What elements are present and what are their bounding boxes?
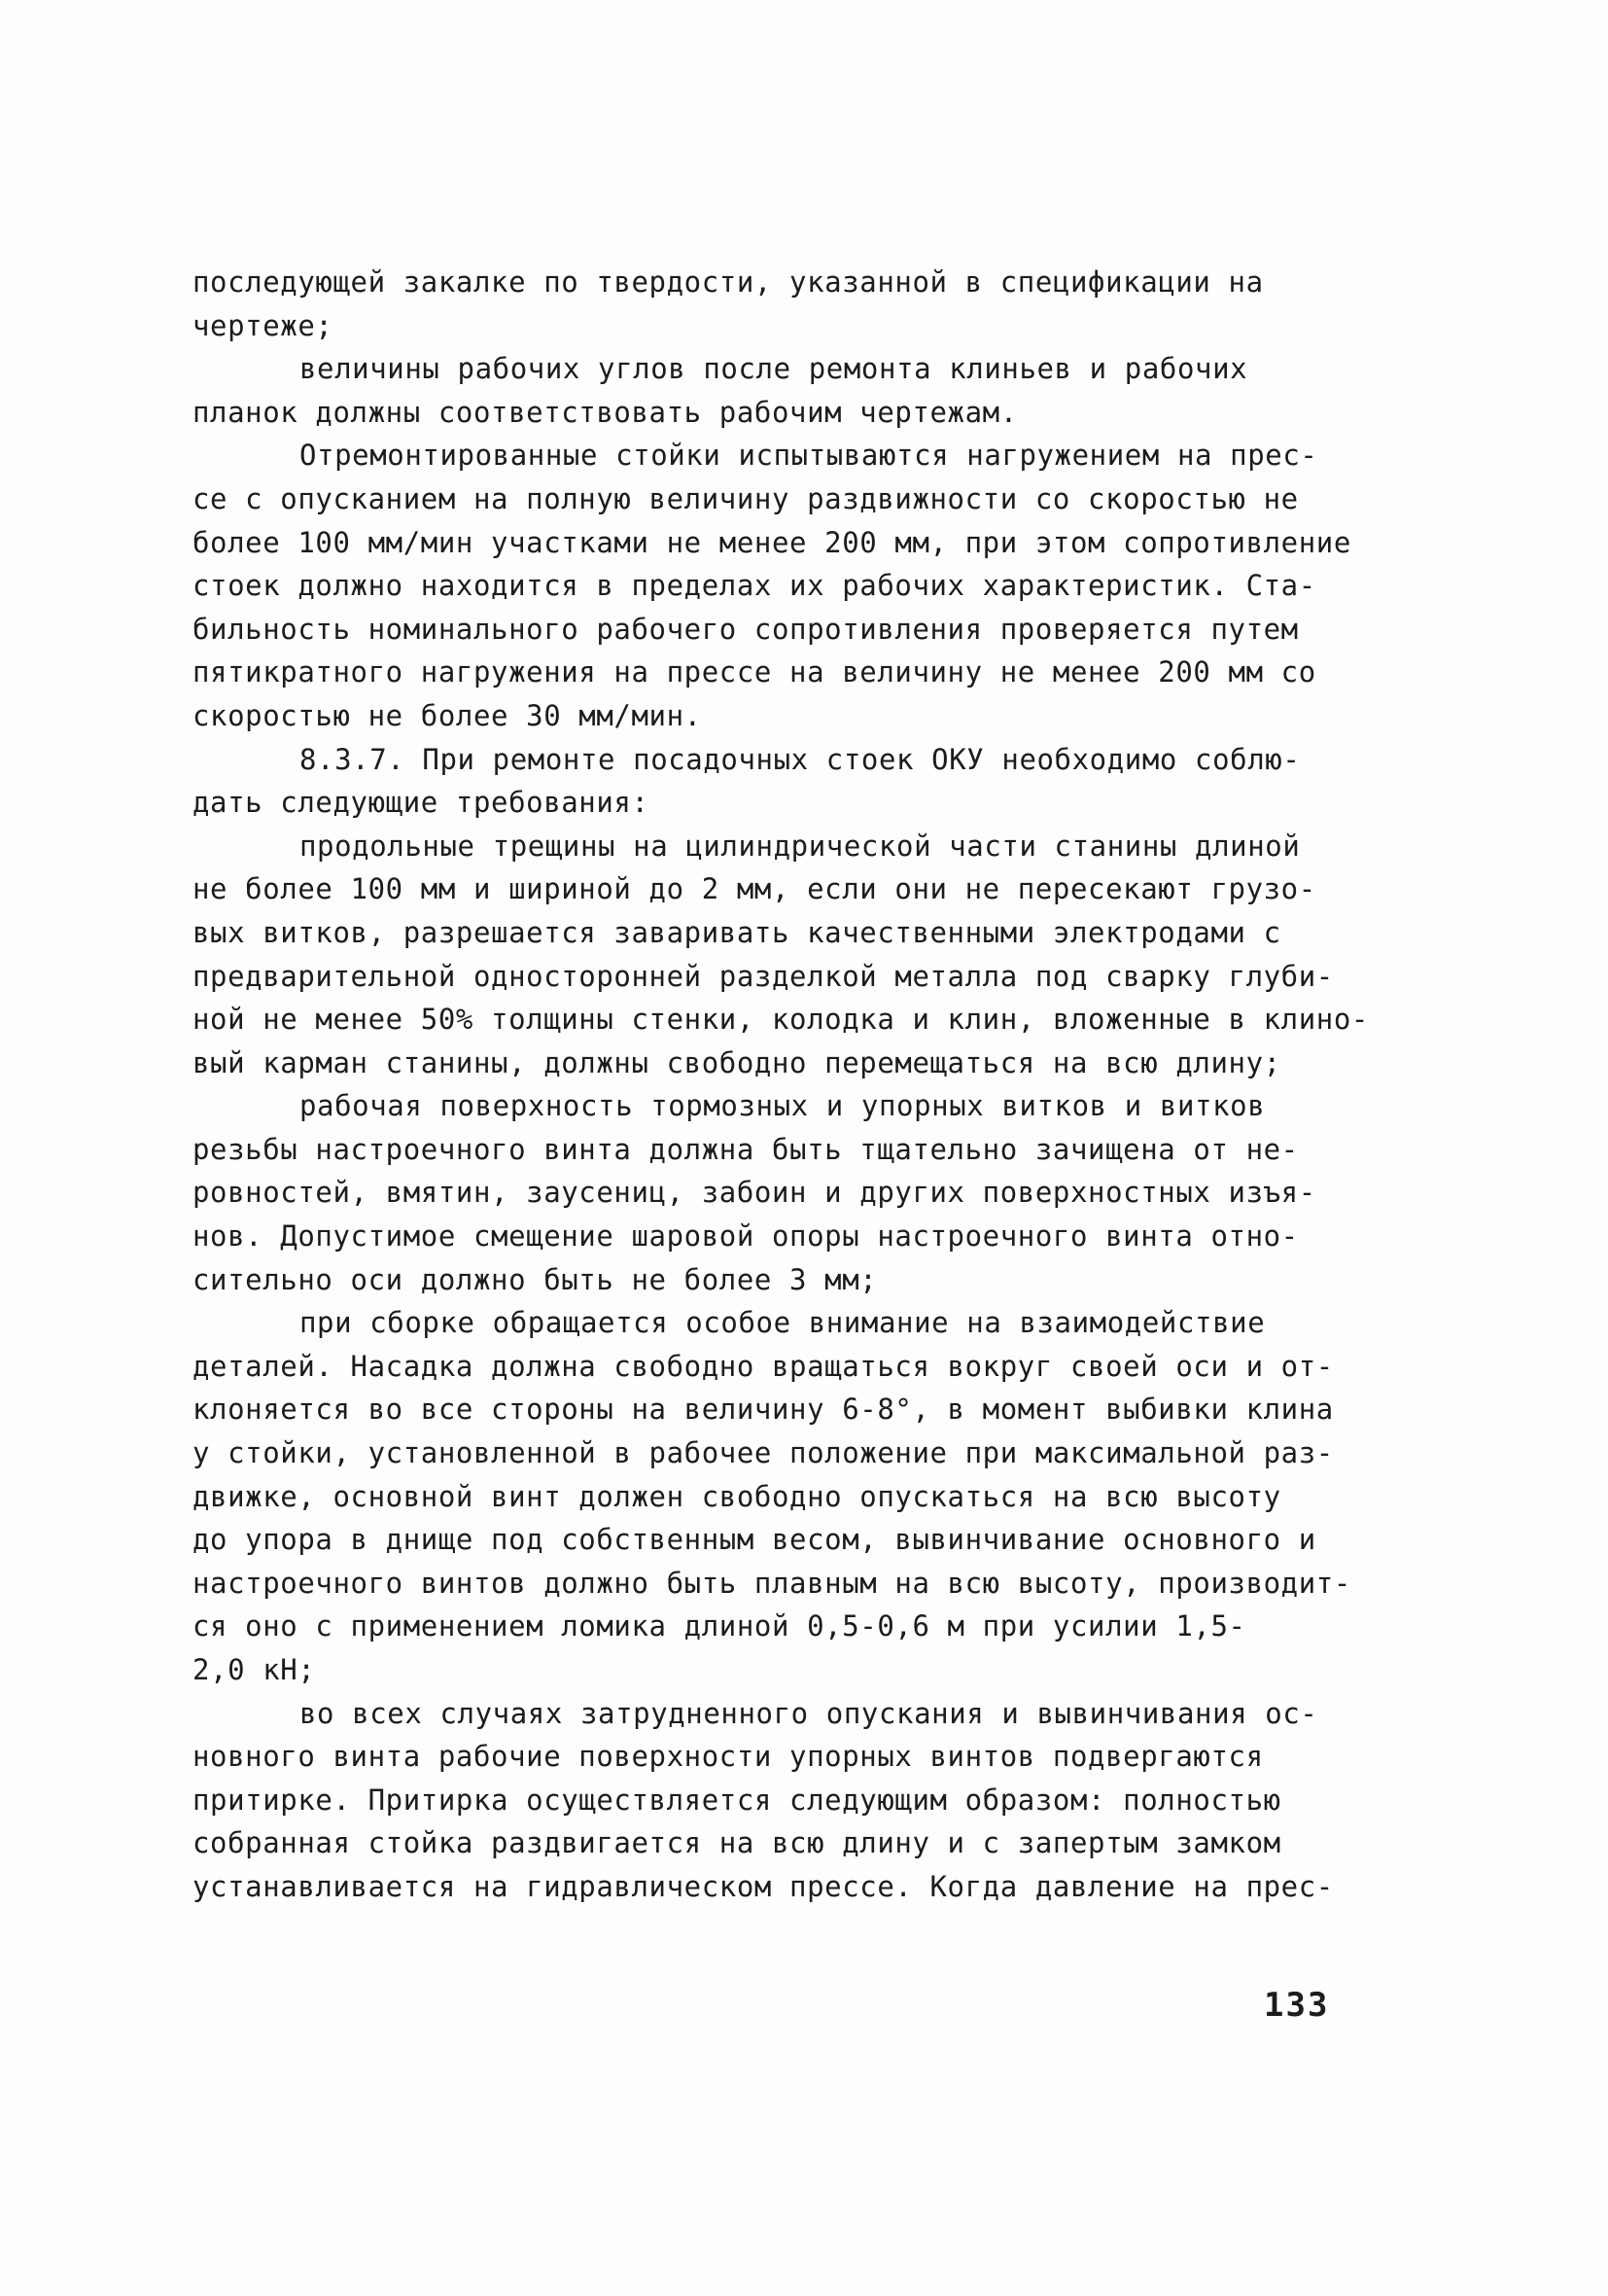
- text-line: скоростью не более 30 мм/мин.: [192, 698, 702, 732]
- text-line: ровностей, вмятин, заусениц, забоин и других поверхностных изъя-: [192, 1176, 1316, 1210]
- text-line: дать следующие требования:: [192, 786, 649, 820]
- text-line: сительно оси должно быть не более 3 мм;: [192, 1262, 878, 1296]
- text-line: не более 100 мм и шириной до 2 мм, если они не пересекают грузо-: [192, 872, 1316, 906]
- text-line: продольные трещины на цилиндрической части станины длиной: [299, 829, 1301, 863]
- text-line: новного винта рабочие поверхности упорных винтов подвергаются: [192, 1740, 1264, 1774]
- text-line: резьбы настроечного винта должна быть тщательно зачищена от не-: [192, 1132, 1299, 1166]
- text-line: клоняется во все стороны на величину 6-8°, в момент выбивки клина: [192, 1393, 1334, 1427]
- text-line: нов. Допустимое смещение шаровой опоры настроечного винта отно-: [192, 1219, 1299, 1254]
- text-line: вый карман станины, должны свободно перемещаться на всю длину;: [192, 1045, 1281, 1079]
- text-line: устанавливается на гидравлическом прессе. Когда давление на прес-: [192, 1869, 1334, 1903]
- text-line: чертеже;: [192, 308, 333, 342]
- body-text: [192, 261, 1417, 1909]
- text-line: бильность номинального рабочего сопротивления проверяется путем: [192, 612, 1299, 646]
- text-line: вых витков, разрешается заваривать качественными электродами с: [192, 915, 1281, 949]
- text-line: собранная стойка раздвигается на всю длину и с запертым замком: [192, 1826, 1281, 1860]
- text-line: во всех случаях затрудненного опускания и вывинчивания ос-: [299, 1696, 1318, 1730]
- text-line: предварительной односторонней разделкой металла под сварку глуби-: [192, 959, 1334, 993]
- text-line: се с опусканием на полную величину раздвижности со скоростью не: [192, 481, 1299, 515]
- text-line: до упора в днище под собственным весом, вывинчивание основного и: [192, 1523, 1316, 1557]
- text-line: более 100 мм/мин участками не менее 200 мм, при этом сопротивление: [192, 525, 1351, 559]
- text-line: при сборке обращается особое внимание на взаимодействие: [299, 1306, 1266, 1340]
- text-line: у стойки, установленной в рабочее положение при максимальной раз-: [192, 1436, 1334, 1470]
- text-line: ной не менее 50% толщины стенки, колодка и клин, вложенные в клино-: [192, 1003, 1369, 1037]
- section-heading-line: 8.3.7. При ремонте посадочных стоек ОКУ необходимо соблю-: [299, 742, 1301, 776]
- text-line: настроечного винтов должно быть плавным на всю высоту, производит-: [192, 1566, 1351, 1600]
- text-line: пятикратного нагружения на прессе на величину не менее 200 мм со: [192, 655, 1316, 689]
- text-line: ся оно с применением ломика длиной 0,5-0,6 м при усилии 1,5-: [192, 1609, 1246, 1643]
- text-line: последующей закалке по твердости, указанной в спецификации на: [192, 265, 1264, 299]
- text-line: притирке. Притирка осуществляется следующим образом: полностью: [192, 1783, 1281, 1817]
- text-line: 2,0 кН;: [192, 1653, 316, 1686]
- page-number: 133: [1264, 1986, 1330, 2025]
- text-line: величины рабочих углов после ремонта клиньев и рабочих: [299, 352, 1248, 386]
- text-line: стоек должно находится в пределах их рабочих характеристик. Ста-: [192, 569, 1316, 603]
- text-line: Отремонтированные стойки испытываются нагружением на прес-: [299, 439, 1318, 473]
- text-line: деталей. Насадка должна свободно вращаться вокруг своей оси и от-: [192, 1349, 1334, 1383]
- text-line: движке, основной винт должен свободно опускаться на всю высоту: [192, 1479, 1281, 1513]
- text-line: рабочая поверхность тормозных и упорных витков и витков: [299, 1089, 1266, 1123]
- text-line: планок должны соответствовать рабочим чертежам.: [192, 395, 1018, 429]
